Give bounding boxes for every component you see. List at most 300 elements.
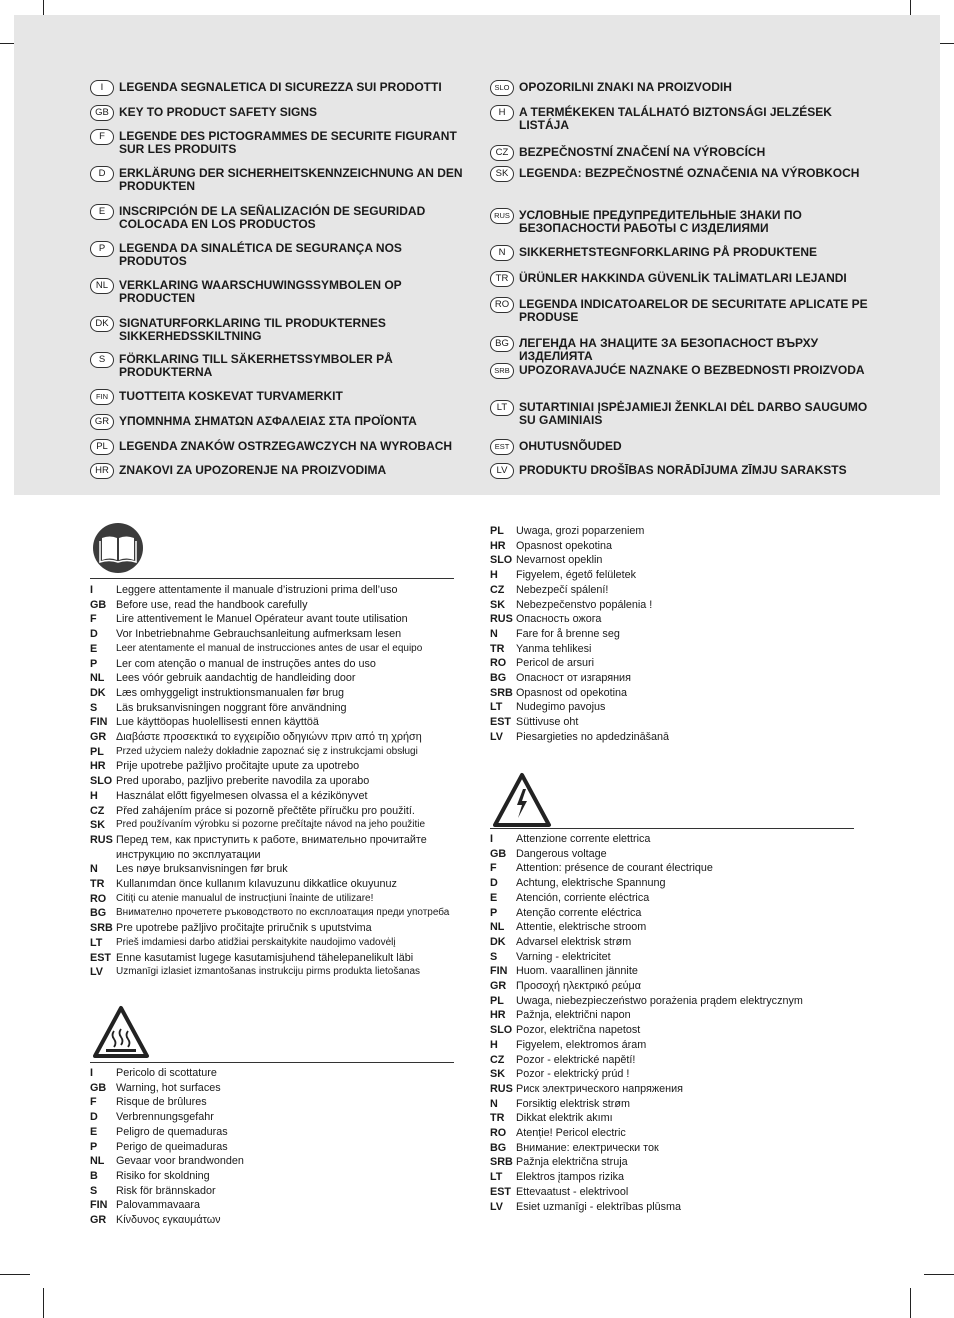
translation-text: Les nøye bruksanvisningen før bruk bbox=[116, 863, 288, 876]
translation-text: Lire attentivement le Manuel Opérateur avant toute utilisation bbox=[116, 613, 408, 626]
crop-mark bbox=[910, 1288, 911, 1318]
language-code: SRB bbox=[490, 686, 513, 699]
language-code-badge: CZ bbox=[490, 145, 514, 161]
language-code: I bbox=[90, 584, 93, 596]
translation-row bbox=[90, 627, 401, 642]
translation-row bbox=[490, 1038, 646, 1053]
language-code: CZ bbox=[490, 583, 505, 596]
translation-row bbox=[490, 1141, 659, 1156]
language-code: F bbox=[490, 862, 497, 875]
translation-row bbox=[90, 715, 319, 730]
header-legend-text: ΥΠΟΜΝΗΜΑ ΣΗΜΑΤΩΝ ΑΣΦΑΛΕΙΑΣ ΣΤΑ ΠΡΟΪΟΝΤΑ bbox=[119, 414, 417, 428]
language-code-badge: LV bbox=[490, 463, 514, 479]
hot-surface-warning-icon bbox=[92, 1005, 150, 1059]
translation-text: Dikkat elektrik akımı bbox=[516, 1112, 613, 1125]
translation-row bbox=[90, 789, 367, 804]
translation-row bbox=[90, 848, 261, 863]
translation-row bbox=[490, 979, 641, 994]
header-legend-text: LEGENDA ZNAKÓW OSTRZEGAWCZYCH NA WYROBACH bbox=[119, 439, 453, 453]
language-code: B bbox=[90, 1169, 98, 1182]
language-code: SK bbox=[490, 1068, 505, 1081]
language-code-badge: DK bbox=[90, 316, 114, 332]
language-code: CZ bbox=[90, 804, 105, 817]
translation-row bbox=[490, 1155, 628, 1170]
language-code: HR bbox=[90, 760, 106, 773]
translation-row bbox=[90, 1140, 228, 1155]
translation-text: Ler com atenção o manual de instruções antes do uso bbox=[116, 657, 376, 670]
translation-text: Pozor - elektrické napětí! bbox=[516, 1053, 636, 1066]
translation-text: Leggere attentamente il manuale d’istruzioni prima dell’uso bbox=[116, 584, 398, 596]
translation-row bbox=[90, 1081, 221, 1096]
translation-row bbox=[90, 804, 415, 819]
language-code-badge: P bbox=[90, 241, 114, 257]
language-code: SRB bbox=[490, 1156, 513, 1169]
translation-text: Atención, corriente eléctrica bbox=[516, 891, 650, 904]
translation-row bbox=[90, 583, 397, 598]
language-code: LV bbox=[490, 1200, 503, 1213]
language-code: BG bbox=[490, 672, 507, 684]
header-legend-text: LEGENDA: BEZPEČNOSTNÉ OZNAČENIA NA VÝROBKOCH bbox=[519, 166, 860, 180]
language-code: TR bbox=[90, 878, 105, 890]
header-legend-item bbox=[90, 205, 469, 230]
translation-text: Uzmanīgi izlasiet izmantošanas instrukciju pirms produkta lietošanas bbox=[116, 966, 421, 978]
header-legend-item bbox=[90, 464, 469, 479]
header-legend-item bbox=[90, 279, 469, 304]
header-legend-text: INSCRIPCIÓN DE LA SEÑALIZACIÓN DE SEGURIDAD COLOCADA EN LOS PRODUCTOS bbox=[119, 204, 426, 231]
translation-text: Nebezpečí spálení! bbox=[516, 583, 609, 596]
header-legend-item bbox=[90, 106, 469, 121]
translation-row bbox=[490, 861, 713, 876]
header-legend-item bbox=[490, 146, 874, 161]
translation-text: Риск электрического напряжения bbox=[516, 1082, 683, 1095]
translation-text: Dangerous voltage bbox=[516, 847, 607, 860]
language-code: FIN bbox=[90, 1199, 108, 1212]
translation-row bbox=[90, 745, 418, 760]
header-legend-text: PRODUKTU DROŠĪBAS NORĀDĪJUMA ZĪMJU SARAKSTS bbox=[519, 463, 847, 477]
language-code: S bbox=[490, 950, 498, 963]
language-code: SLO bbox=[90, 775, 113, 788]
language-code: RUS bbox=[490, 613, 513, 626]
translation-text: Prije upotrebe pažljivo pročitajte upute za upotrebo bbox=[116, 760, 360, 773]
translation-row bbox=[490, 847, 607, 862]
language-code: DK bbox=[490, 935, 506, 948]
translation-text: Palovammavaara bbox=[116, 1199, 201, 1212]
translation-row bbox=[90, 774, 369, 789]
language-code: RUS bbox=[90, 833, 113, 846]
language-code-badge: RO bbox=[490, 297, 514, 313]
translation-text: Внимание: електрически ток bbox=[516, 1141, 659, 1154]
header-legend-item bbox=[90, 242, 469, 267]
language-code: E bbox=[490, 891, 498, 904]
language-code: E bbox=[90, 642, 98, 655]
translation-text: Uwaga, niebezpieczeństwo porażenia prądem elektrycznym bbox=[516, 994, 803, 1007]
translation-row bbox=[490, 1200, 681, 1215]
language-code: HR bbox=[490, 539, 506, 552]
header-legend-text: ÜRÜNLER HAKKINDA GÜVENLİK TALİMATLARI LEJANDI bbox=[519, 271, 847, 285]
translation-row bbox=[490, 1082, 683, 1097]
translation-text: Leer atentamente el manual de instrucciones antes de usar el equipo bbox=[116, 642, 423, 654]
header-legend-item bbox=[490, 464, 874, 479]
translation-text: Használat előtt figyelmesen olvassa el a kézikönyvet bbox=[116, 789, 368, 802]
language-code: DK bbox=[90, 686, 106, 699]
translation-row bbox=[90, 686, 344, 701]
translation-text: Opasnost od opekotina bbox=[516, 686, 628, 699]
translation-text: Nevarnost opeklin bbox=[516, 554, 603, 567]
header-legend-item bbox=[90, 317, 469, 342]
header-legend-text: SIKKERHETSTEGNFORKLARING PÅ PRODUKTENE bbox=[519, 245, 818, 259]
language-code: D bbox=[90, 1111, 98, 1124]
translation-row bbox=[90, 642, 422, 657]
header-legend-item bbox=[490, 298, 874, 323]
language-code: SK bbox=[490, 598, 505, 611]
language-code: GR bbox=[490, 980, 507, 992]
language-code: GR bbox=[90, 731, 107, 743]
language-code-badge: I bbox=[90, 80, 114, 96]
translation-text: Verbrennungsgefahr bbox=[116, 1111, 214, 1124]
translation-row bbox=[490, 920, 646, 935]
language-code-badge: D bbox=[90, 166, 114, 182]
translation-row bbox=[490, 1126, 626, 1141]
language-code: D bbox=[490, 877, 498, 890]
translation-text: Опасность ожога bbox=[516, 613, 602, 626]
header-legend-item bbox=[490, 440, 874, 455]
translation-row bbox=[490, 994, 803, 1009]
translation-row bbox=[90, 906, 449, 921]
header-legend-item bbox=[90, 390, 469, 405]
language-code-badge: FIN bbox=[90, 389, 114, 405]
language-code: HR bbox=[490, 1009, 506, 1022]
translation-row bbox=[90, 936, 396, 951]
hot-surface-section bbox=[90, 1005, 470, 1235]
translation-text: Перед тем, как приступить к работе, внимательно прочитайте bbox=[116, 833, 427, 846]
translation-text: Przed użyciem należy dokładnie zapoznać się z instrukcjami obsługi bbox=[116, 745, 418, 757]
translation-text: Piesargieties no apdedzināšanā bbox=[516, 730, 670, 743]
translation-text: Pred používaním výrobku si pozorne prečítajte návod na jeho použitie bbox=[116, 819, 426, 831]
language-code: GB bbox=[90, 1081, 107, 1094]
translation-row bbox=[90, 730, 422, 745]
translation-row bbox=[90, 1198, 200, 1213]
translation-text: Gevaar voor brandwonden bbox=[116, 1155, 244, 1168]
translation-text: Διαβάστε προσεκτικά το εγχειρίδιο οδηγιώνν πριν από τη χρήση bbox=[116, 731, 422, 743]
language-code-badge: GR bbox=[90, 414, 114, 430]
header-legend-text: TUOTTEITA KOSKEVAT TURVAMERKIT bbox=[119, 389, 343, 403]
translation-text: Nebezpečenstvo popálenia ! bbox=[516, 598, 653, 611]
language-code: N bbox=[490, 627, 498, 640]
translation-row bbox=[90, 1169, 210, 1184]
language-code: P bbox=[90, 657, 98, 670]
header-legend-text: FÖRKLARING TILL SÄKERHETSSYMBOLER PÅ PRODUKTERNA bbox=[119, 352, 393, 379]
translation-text: Citiți cu atenie manualul de instrucțiuni înainte de utilizare! bbox=[116, 892, 374, 904]
hot-surface-section-continued bbox=[490, 524, 870, 749]
language-code: BG bbox=[90, 907, 107, 920]
language-code: H bbox=[490, 1038, 498, 1051]
crop-mark bbox=[0, 1274, 30, 1275]
header-legend-text: VERKLARING WAARSCHUWINGSSYMBOLEN OP PRODUCTEN bbox=[119, 278, 402, 305]
translation-row bbox=[90, 701, 347, 716]
translation-row bbox=[490, 876, 665, 891]
translation-text: Risk för brännskador bbox=[116, 1184, 216, 1197]
language-code-badge: S bbox=[90, 352, 114, 368]
translation-row bbox=[490, 730, 669, 745]
translation-row bbox=[90, 921, 372, 936]
translation-row bbox=[490, 686, 627, 701]
translation-text: Před zahájením práce si pozorně přečtěte příručku pro použití. bbox=[116, 804, 415, 817]
language-code: S bbox=[90, 1184, 98, 1197]
header-legend-text: ZNAKOVI ZA UPOZORENJE NA PROIZVODIMA bbox=[119, 463, 387, 477]
language-code: N bbox=[490, 1097, 498, 1110]
translation-text: Perigo de queimaduras bbox=[116, 1140, 228, 1153]
header-legend-text: ERKLÄRUNG DER SICHERHEITSKENNZEICHNUNG AN DEN PRODUKTEN bbox=[119, 166, 463, 193]
translation-row bbox=[490, 832, 650, 847]
language-code: D bbox=[90, 628, 98, 641]
language-code: BG bbox=[490, 1141, 507, 1154]
language-code-badge: LT bbox=[490, 400, 514, 416]
translation-text: Pažnja, električni napon bbox=[516, 1009, 631, 1022]
translation-row bbox=[490, 583, 608, 598]
header-legend-item bbox=[90, 415, 469, 430]
translation-row bbox=[90, 833, 427, 848]
language-code: RO bbox=[490, 1127, 507, 1139]
header-legend-text: LEGENDA DA SINALÉTICA DE SEGURANÇA NOS PRODUTOS bbox=[119, 241, 402, 268]
translation-text: Yanma tehlikesi bbox=[516, 642, 592, 655]
language-code: F bbox=[90, 613, 97, 626]
translation-text: Peligro de quemaduras bbox=[116, 1125, 228, 1138]
translation-text: Attention: présence de courant électrique bbox=[516, 862, 713, 875]
header-legend-item bbox=[90, 440, 469, 455]
language-code-badge: H bbox=[490, 105, 514, 121]
language-code: TR bbox=[490, 642, 505, 655]
header-legend-item bbox=[90, 130, 469, 155]
language-code: P bbox=[90, 1140, 98, 1153]
translation-text: Prieš imdamiesi darbo atidžiai perskaitykite naudojimo vadovėlį bbox=[116, 936, 396, 948]
translation-row bbox=[490, 1111, 613, 1126]
translation-row bbox=[490, 715, 578, 730]
translation-text: Forsiktig elektrisk strøm bbox=[516, 1097, 630, 1110]
language-code: GB bbox=[90, 598, 107, 611]
header-legend-item bbox=[490, 246, 874, 261]
header-legend-item bbox=[490, 337, 874, 362]
crop-mark bbox=[43, 1288, 44, 1318]
language-code: NL bbox=[90, 1155, 105, 1168]
translation-row bbox=[490, 671, 631, 686]
translation-text: Risiko for skoldning bbox=[116, 1169, 210, 1182]
translation-row bbox=[490, 553, 602, 568]
translation-text: Pažnja električna struja bbox=[516, 1156, 628, 1169]
language-code: H bbox=[490, 569, 498, 582]
translation-row bbox=[90, 1154, 244, 1169]
header-legend-item bbox=[90, 167, 469, 192]
translation-row bbox=[490, 642, 591, 657]
language-code: RO bbox=[90, 892, 107, 905]
language-code: SK bbox=[90, 819, 105, 832]
translation-text: Pred uporabo, pazljivo preberite navodila za uporabo bbox=[116, 775, 370, 788]
language-code-badge: RUS bbox=[490, 208, 514, 224]
header-legend-item bbox=[490, 167, 874, 182]
translation-text: Ettevaatust - elektrivool bbox=[516, 1185, 629, 1198]
translation-row bbox=[490, 1097, 630, 1112]
translation-row bbox=[490, 1008, 631, 1023]
translation-text: Fare for å brenne seg bbox=[516, 627, 620, 640]
translation-text: Опасност от изгаряния bbox=[516, 672, 631, 684]
translation-text: Süttivuse oht bbox=[516, 716, 579, 729]
translation-row bbox=[490, 935, 631, 950]
manual-section bbox=[90, 520, 470, 990]
header-legend-text: KEY TO PRODUCT SAFETY SIGNS bbox=[119, 105, 318, 119]
translation-text: Kullanımdan önce kullanım kılavuzunu dikkatlice okuyunuz bbox=[116, 878, 397, 890]
language-code: LT bbox=[490, 701, 503, 714]
translation-row bbox=[490, 906, 641, 921]
language-code-badge: GB bbox=[90, 105, 114, 121]
language-code: EST bbox=[490, 716, 511, 729]
translation-row bbox=[90, 818, 425, 833]
translation-row bbox=[90, 612, 408, 627]
header-legend-item bbox=[490, 401, 874, 426]
translation-text: Huom. vaarallinen jännite bbox=[516, 965, 638, 978]
translation-text: Before use, read the handbook carefully bbox=[116, 598, 308, 611]
translation-text: инструкцию по эксплуатации bbox=[116, 848, 261, 861]
language-code: PL bbox=[490, 994, 504, 1007]
translation-text: Atenção corrente eléctrica bbox=[516, 906, 642, 919]
translation-text: Figyelem, égető felületek bbox=[516, 569, 637, 582]
language-code: SRB bbox=[90, 922, 113, 935]
translation-text: Pericol de arsuri bbox=[516, 657, 595, 670]
translation-row bbox=[490, 539, 612, 554]
translation-row bbox=[90, 877, 397, 892]
translation-row bbox=[490, 1067, 629, 1082]
header-legend-item bbox=[490, 272, 874, 287]
translation-text: Figyelem, elektromos áram bbox=[516, 1038, 647, 1051]
translation-text: Opasnost opekotina bbox=[516, 539, 613, 552]
translation-text: Pozor - elektrický prúd ! bbox=[516, 1068, 630, 1081]
language-code: I bbox=[90, 1067, 93, 1079]
header-legend-text: OHUTUSNÕUDED bbox=[519, 439, 622, 453]
translation-row bbox=[490, 1053, 635, 1068]
translation-text: Внимателно прочетете ръководството по експлоатация преди употреба bbox=[116, 907, 450, 919]
header-legend-item bbox=[490, 106, 874, 131]
language-code: LT bbox=[490, 1171, 503, 1184]
translation-row bbox=[90, 1184, 216, 1199]
translation-row bbox=[90, 862, 288, 877]
translation-text: Atenție! Pericol electric bbox=[516, 1127, 626, 1139]
translation-text: Pericolo di scottature bbox=[116, 1067, 217, 1079]
translation-text: Προσοχή ηλεκτρικό ρεύμα bbox=[516, 980, 642, 992]
translation-text: Uwaga, grozi poparzeniem bbox=[516, 525, 645, 537]
translation-row bbox=[490, 612, 601, 627]
language-code-badge: SRB bbox=[490, 363, 514, 379]
language-code: PL bbox=[490, 525, 504, 537]
language-code-badge: PL bbox=[90, 439, 114, 455]
language-code-badge: BG bbox=[490, 336, 514, 352]
electric-shock-warning-icon bbox=[492, 772, 552, 828]
language-code: GB bbox=[490, 847, 507, 860]
header-legend-item bbox=[90, 81, 469, 96]
language-code-badge: NL bbox=[90, 278, 114, 294]
language-code: LV bbox=[90, 966, 103, 979]
translation-text: Enne kasutamist lugege kasutamisjuhend tähelepanelikult läbi bbox=[116, 951, 414, 964]
header-legend-text: LEGENDE DES PICTOGRAMMES DE SECURITE FIGURANT SUR LES PRODUITS bbox=[119, 129, 457, 156]
language-code-badge: N bbox=[490, 245, 514, 261]
translation-row bbox=[90, 965, 420, 980]
translation-row bbox=[90, 598, 307, 613]
header-legend-item bbox=[490, 209, 874, 234]
header-legend-text: UPOZORAVAJUĆE NAZNAKE O BEZBEDNOSTI PROIZVODA bbox=[519, 363, 865, 377]
language-code: SLO bbox=[490, 554, 513, 567]
translation-row bbox=[490, 1023, 640, 1038]
translation-row bbox=[90, 1110, 214, 1125]
crop-mark bbox=[924, 1274, 954, 1275]
language-code: LT bbox=[90, 936, 103, 949]
translation-text: Warning, hot surfaces bbox=[116, 1081, 221, 1094]
translation-text: Risque de brûlures bbox=[116, 1096, 207, 1109]
translation-row bbox=[90, 671, 356, 686]
header-legend-item bbox=[490, 81, 874, 96]
language-code: S bbox=[90, 701, 98, 714]
translation-text: Elektros įtampos rizika bbox=[516, 1171, 625, 1184]
header-legend-item bbox=[490, 364, 874, 379]
translation-text: Esiet uzmanīgi - elektrības plūsma bbox=[516, 1200, 682, 1213]
translation-row bbox=[490, 964, 638, 979]
translation-text: Læs omhyggeligt instruktionsmanualen før brug bbox=[116, 686, 345, 699]
language-code: NL bbox=[490, 921, 505, 934]
language-code: NL bbox=[90, 672, 105, 685]
language-code: EST bbox=[490, 1185, 511, 1198]
translation-row bbox=[490, 524, 644, 539]
safety-signs-header bbox=[14, 15, 940, 495]
language-code: E bbox=[90, 1125, 98, 1138]
section-divider bbox=[490, 828, 854, 829]
language-code: LV bbox=[490, 730, 503, 743]
translation-text: Pre upotrebe pažljivo pročitajte priručnik s uputstvima bbox=[116, 922, 372, 935]
header-legend-text: SIGNATURFORKLARING TIL PRODUKTERNES SIKKERHEDSSKILTNING bbox=[119, 316, 386, 343]
translation-text: Advarsel elektrisk strøm bbox=[516, 935, 632, 948]
header-legend-item bbox=[90, 353, 469, 378]
translation-text: Achtung, elektrische Spannung bbox=[516, 877, 666, 890]
language-code-badge: F bbox=[90, 129, 114, 145]
translation-row bbox=[490, 1185, 628, 1200]
language-code: FIN bbox=[490, 965, 508, 978]
translation-row bbox=[90, 1066, 217, 1081]
book-icon bbox=[92, 522, 144, 574]
language-code bbox=[90, 848, 116, 863]
language-code: RO bbox=[490, 657, 507, 670]
section-divider bbox=[90, 578, 454, 579]
language-code-badge: TR bbox=[490, 271, 514, 287]
dangerous-voltage-section bbox=[490, 770, 870, 1220]
translation-text: Lees vóór gebruik aandachtig de handleiding door bbox=[116, 672, 356, 685]
language-code: I bbox=[490, 833, 493, 845]
header-legend-text: ЛЕГЕНДА НА ЗНАЦИТЕ ЗА БЕЗОПАСНОСТ ВЪРХУ ИЗДЕЛИЯТА bbox=[519, 336, 819, 363]
translation-row bbox=[90, 951, 413, 966]
language-code: TR bbox=[490, 1112, 505, 1125]
section-divider bbox=[90, 1062, 454, 1063]
header-legend-text: LEGENDA INDICATOARELOR DE SECURITATE APLICATE PE PRODUSE bbox=[519, 297, 868, 324]
language-code: P bbox=[490, 906, 498, 919]
language-code: SLO bbox=[490, 1024, 513, 1037]
translation-text: Attenzione corrente elettrica bbox=[516, 833, 651, 845]
translation-row bbox=[90, 892, 373, 907]
language-code-badge: HR bbox=[90, 463, 114, 479]
language-code-badge: SLO bbox=[490, 80, 514, 96]
language-code: N bbox=[90, 863, 98, 876]
language-code: CZ bbox=[490, 1053, 505, 1066]
language-code-badge: E bbox=[90, 204, 114, 220]
translation-text: Vor Inbetriebnahme Gebrauchsanleitung aufmerksam lesen bbox=[116, 628, 402, 641]
translation-text: Läs bruksanvisningen noggrant före användning bbox=[116, 701, 347, 714]
translation-row bbox=[490, 656, 594, 671]
translation-text: Varning - elektricitet bbox=[516, 950, 611, 963]
translation-row bbox=[490, 598, 652, 613]
translation-row bbox=[90, 1213, 221, 1228]
